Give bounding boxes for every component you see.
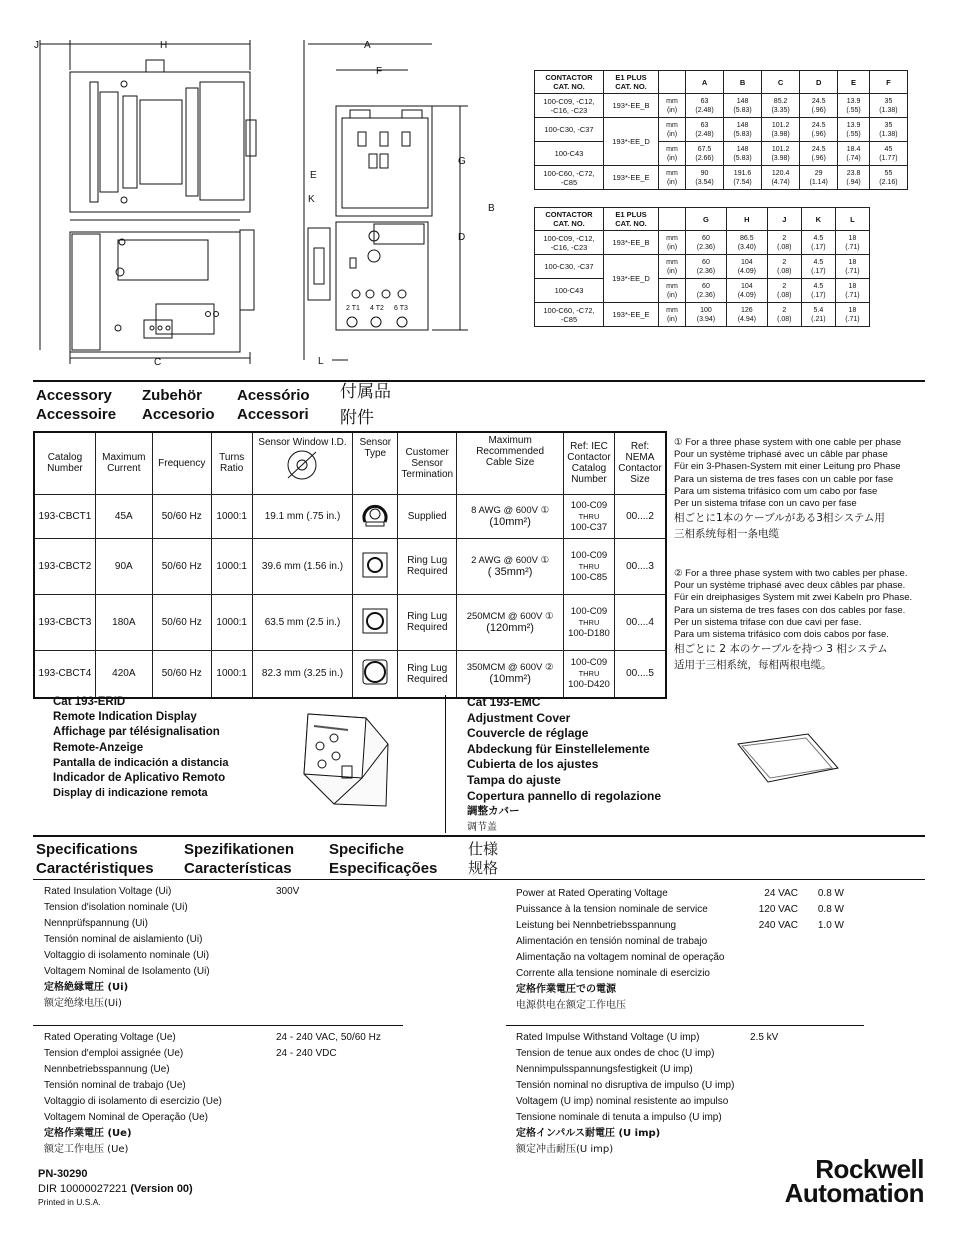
power-pt: Alimentação na voltagem nominal de operação <box>516 952 725 963</box>
power-watts: 1.0 W <box>817 920 844 931</box>
spec-rule-right <box>506 1025 864 1026</box>
dimension-value: 90 (3.54) <box>686 166 724 190</box>
accessory-title-zh: 附件 <box>340 408 374 428</box>
iec-contactor: 100-C09 THRU 100-C85 <box>564 538 615 594</box>
th-contactor: CONTACTOR CAT. NO. <box>545 73 593 91</box>
dimension-value: 4.5 (.17) <box>801 231 835 255</box>
frequency: 50/60 Hz <box>152 494 211 538</box>
termination: Ring Lug Required <box>398 538 457 594</box>
dim-label-l: L <box>318 356 324 367</box>
dimension-value: 18 (.71) <box>835 279 869 303</box>
dimension-value: 67.5 (2.66) <box>686 142 724 166</box>
operating-ja: 定格作業電圧 (Ue) <box>44 1128 132 1139</box>
cable-size: 250MCM @ 600V ① (120mm²) <box>457 594 564 650</box>
accessory-row <box>34 494 666 538</box>
termination: Supplied <box>398 494 457 538</box>
power-watts: 0.8 W <box>817 904 844 915</box>
spec-rule-top <box>33 835 925 837</box>
dimension-value: 148 (5.83) <box>724 94 762 118</box>
dimension-table-2 <box>534 207 870 327</box>
dim-label-d: D <box>458 232 466 243</box>
insulation-zh: 额定绝缘电压(Ui) <box>44 998 122 1009</box>
contactor-cat-no: 100-C43 <box>535 279 604 303</box>
dimension-value: 35 (1.38) <box>869 94 907 118</box>
dimension-value: 18 (.71) <box>835 303 869 327</box>
th-d: D <box>800 71 838 94</box>
dimension-value: 60 (2.36) <box>686 231 727 255</box>
dim1-row <box>535 142 908 166</box>
dim-label-c: C <box>154 357 162 368</box>
note2-es: Para un sistema de tres fases con dos cables por fase. <box>674 604 906 616</box>
dimension-value: 63 (2.48) <box>686 94 724 118</box>
unit-cell: mm (in) <box>659 255 686 279</box>
note2-de: Für ein dreiphasiges System mit zwei Kabeln pro Phase. <box>674 592 913 604</box>
dir-number <box>38 1183 193 1195</box>
impulse-zh: 额定冲击耐压(U imp) <box>516 1144 614 1155</box>
spec-title-de: Spezifikationen <box>184 841 295 858</box>
spec-title-fr: Caractéristiques <box>36 860 154 877</box>
operating-it: Voltaggio di isolamento di esercizio (Ue) <box>44 1096 222 1107</box>
dim2-row <box>535 279 870 303</box>
power-de: Leistung bei Nennbetriebsspannung <box>516 920 677 931</box>
part-number: PN-30290 <box>38 1168 88 1180</box>
contactor-cat-no: 100-C09, -C12, -C16, -C23 <box>535 231 604 255</box>
footnote-1 <box>674 437 901 542</box>
emc-zh: 调节盖 <box>467 821 497 833</box>
max-current: 90A <box>95 538 152 594</box>
e1-plus-cat-no: 193*-EE_D <box>604 255 659 303</box>
dimension-value: 24.5 (.96) <box>800 142 838 166</box>
adjustment-cover-image <box>734 732 842 784</box>
turns-ratio: 1000:1 <box>211 650 252 698</box>
dim-label-e: E <box>310 170 317 181</box>
dimension-value: 60 (2.36) <box>686 255 727 279</box>
sensor-window: 63.5 mm (2.5 in.) <box>252 594 353 650</box>
power-row <box>744 902 844 918</box>
dimension-value: 18.4 (.74) <box>838 142 870 166</box>
dimension-value: 148 (5.83) <box>724 118 762 142</box>
dimension-value: 104 (4.09) <box>726 255 767 279</box>
dim1-row <box>535 166 908 190</box>
note2-en: ② For a three phase system with two cables per phase. <box>674 568 908 579</box>
operating-es: Tensión nominal de trabajo (Ue) <box>44 1080 186 1091</box>
sensor-window: 39.6 mm (1.56 in.) <box>252 538 353 594</box>
spec-title-ja: 仕様 <box>468 840 499 858</box>
impulse-pt: Voltagem (U imp) nominal resistente ao impulso <box>516 1096 729 1107</box>
th-l: L <box>835 208 869 231</box>
th-termination: Customer Sensor Termination <box>401 446 454 480</box>
insulation-value: 300V <box>276 886 300 897</box>
catalog-number: 193-CBCT2 <box>34 538 95 594</box>
turns-ratio: 1000:1 <box>211 538 252 594</box>
spec-title-zh: 规格 <box>468 859 499 877</box>
footnote-2 <box>674 568 912 673</box>
note1-pt: Para um sistema trifásico com um cabo por fase <box>674 485 878 497</box>
emc-fr: Couvercle de réglage <box>467 726 589 741</box>
frequency: 50/60 Hz <box>152 650 211 698</box>
dimension-value: 5.4 (.21) <box>801 303 835 327</box>
dimension-value: 4.5 (.17) <box>801 255 835 279</box>
erid-it: Display di indicazione remota <box>53 787 208 800</box>
dim1-row <box>535 118 908 142</box>
note1-de: Für ein 3-Phasen-System mit einer Leitung pro Phase <box>674 461 901 473</box>
dimension-value: 13.9 (.55) <box>838 94 870 118</box>
th-turns-ratio: Turns Ratio <box>219 452 245 475</box>
dir-value: DIR 10000027221 <box>38 1183 128 1195</box>
power-voltage: 120 VAC <box>758 904 798 915</box>
e1-plus-cat-no: 193*-EE_E <box>604 166 659 190</box>
operating-zh: 额定工作电压 (Ue) <box>44 1144 129 1155</box>
accessory-row <box>34 594 666 650</box>
power-es: Alimentación en tensión nominal de trabajo <box>516 936 708 947</box>
spec-title-en: Specifications <box>36 841 138 858</box>
spec-title-pt: Especificações <box>329 860 438 877</box>
power-it: Corrente alla tensione nominale di esercizio <box>516 968 710 979</box>
emc-cat: Cat 193-EMC <box>467 695 541 709</box>
emc-it: Copertura pannello di regolazione <box>467 788 662 803</box>
dimension-value: 2 (.08) <box>767 279 801 303</box>
spec-title-it: Specifiche <box>329 841 405 858</box>
power-fr: Puissance à la tension nominale de service <box>516 904 708 915</box>
emc-en: Adjustment Cover <box>467 710 571 725</box>
th-sensor-window: Sensor Window I.D. <box>258 437 347 448</box>
iec-contactor: 100-C09 THRU 100-C37 <box>564 494 615 538</box>
th-b: B <box>724 71 762 94</box>
dimension-value: 191.6 (7.54) <box>724 166 762 190</box>
dimension-value: 55 (2.16) <box>869 166 907 190</box>
contactor-cat-no: 100-C43 <box>535 142 604 166</box>
contactor-cat-no: 100-C60, -C72, -C85 <box>535 303 604 327</box>
dim-label-b: B <box>488 203 495 214</box>
dimension-value: 60 (2.36) <box>686 279 727 303</box>
accessory-title-pt: Acessório <box>237 387 310 404</box>
accessory-title-fr: Accessoire <box>36 406 117 423</box>
e1-plus-cat-no: 193*-EE_E <box>604 303 659 327</box>
section-rule <box>33 380 925 382</box>
power-zh: 电源供电在额定工作电压 <box>516 1000 626 1011</box>
dimension-drawing <box>28 30 466 370</box>
emc-pt: Tampa do ajuste <box>467 772 561 787</box>
erid-es: Pantalla de indicación a distancia <box>53 756 229 769</box>
version: (Version 00) <box>130 1183 193 1195</box>
termination: Ring Lug Required <box>398 650 457 698</box>
cable-size: 350MCM @ 600V ② (10mm²) <box>457 650 564 698</box>
dim2-row <box>535 231 870 255</box>
operating-values <box>276 1030 381 1062</box>
th-iec-ref: Ref: IEC Contactor Catalog Number <box>567 441 611 486</box>
th-f: F <box>869 71 907 94</box>
dimension-value: 148 (5.83) <box>724 142 762 166</box>
th-e1plus-2: E1 PLUS CAT. NO. <box>615 210 647 228</box>
accessory-body <box>34 494 666 698</box>
impulse-value: 2.5 kV <box>750 1032 779 1043</box>
dimension-value: 2 (.08) <box>767 231 801 255</box>
power-ja: 定格作業電圧での電源 <box>516 984 616 995</box>
frequency: 50/60 Hz <box>152 538 211 594</box>
dimension-value: 2 (.08) <box>767 255 801 279</box>
operating-dc: 24 - 240 VDC <box>276 1048 337 1059</box>
e1-plus-cat-no: 193*-EE_B <box>604 94 659 118</box>
note2-zh: 适用于三相系统，每相两根电缆。 <box>674 659 832 672</box>
dim-label-h: H <box>160 40 168 51</box>
note1-it: Per un sistema trifase con un cavo per fase <box>674 498 857 510</box>
operating-fr: Tension d'emploi assignée (Ue) <box>44 1048 184 1059</box>
dim-label-j: J <box>34 40 39 51</box>
nema-size: 00....5 <box>614 650 666 698</box>
terminal-t1: 2 T1 <box>346 305 360 312</box>
nema-size: 00....3 <box>614 538 666 594</box>
impulse-fr: Tension de tenue aux ondes de choc (U imp) <box>516 1048 715 1059</box>
th-g: G <box>686 208 727 231</box>
impulse-labels <box>516 1030 734 1158</box>
sensor-window: 19.1 mm (.75 in.) <box>252 494 353 538</box>
dimension-value: 45 (1.77) <box>869 142 907 166</box>
contactor-cat-no: 100-C09, -C12, -C16, -C23 <box>535 94 604 118</box>
terminal-t3: 6 T3 <box>394 305 408 312</box>
note1-zh: 三相系统每相一条电缆 <box>674 528 779 541</box>
sensor-type-icon <box>353 538 398 594</box>
iec-contactor: 100-C09 THRU 100-D420 <box>564 650 615 698</box>
dim2-row <box>535 303 870 327</box>
insulation-de: Nennprüfspannung (Ui) <box>44 918 148 929</box>
th-j: J <box>767 208 801 231</box>
power-values <box>744 886 844 934</box>
erid-de: Remote-Anzeige <box>53 741 144 754</box>
sensor-window-icon <box>282 448 322 482</box>
rockwell-logo <box>724 1154 924 1208</box>
contactor-cat-no: 100-C30, -C37 <box>535 118 604 142</box>
emc-es: Cubierta de los ajustes <box>467 757 599 772</box>
operating-en: Rated Operating Voltage (Ue) <box>44 1032 176 1043</box>
contactor-cat-no: 100-C60, -C72, -C85 <box>535 166 604 190</box>
impulse-it: Tensione nominale di tenuta a impulso (U imp) <box>516 1112 722 1123</box>
printed-in: Printed in U.S.A. <box>38 1197 101 1207</box>
dim-label-k: K <box>308 194 315 205</box>
power-row <box>744 886 844 902</box>
impulse-ja: 定格インパルス耐電圧 (U imp) <box>516 1128 661 1139</box>
turns-ratio: 1000:1 <box>211 594 252 650</box>
th-max-current: Maximum Current <box>102 452 146 475</box>
dim2-row <box>535 255 870 279</box>
sensor-type-icon <box>353 594 398 650</box>
sensor-type-icon <box>353 494 398 538</box>
accessory-title-it: Accessori <box>237 406 309 423</box>
dimension-value: 101.2 (3.98) <box>762 118 800 142</box>
spec-title-es: Características <box>184 860 292 877</box>
th-a: A <box>686 71 724 94</box>
spec-rule-left <box>33 1025 403 1026</box>
accessory-title-de: Zubehör <box>142 387 202 404</box>
emc-block <box>467 695 661 835</box>
unit-cell: mm (in) <box>659 231 686 255</box>
unit-cell: mm (in) <box>659 303 686 327</box>
accessory-row <box>34 650 666 698</box>
note2-it: Per un sistema trifase con due cavi per fase. <box>674 616 862 628</box>
dimension-value: 18 (.71) <box>835 231 869 255</box>
nema-size: 00....2 <box>614 494 666 538</box>
power-watts: 0.8 W <box>817 888 844 899</box>
emc-de: Abdeckung für Einstellelemente <box>467 741 650 756</box>
accessory-title-ja: 付属品 <box>340 382 391 402</box>
dimension-value: 104 (4.09) <box>726 279 767 303</box>
note1-fr: Pour un système triphasé avec un câble par phase <box>674 449 888 461</box>
catalog-number: 193-CBCT1 <box>34 494 95 538</box>
max-current: 420A <box>95 650 152 698</box>
insulation-es: Tensión nominal de aislamiento (Ui) <box>44 934 203 945</box>
e1-plus-cat-no: 193*-EE_D <box>604 118 659 166</box>
logo-line-2: Automation <box>784 1178 924 1208</box>
th-c: C <box>762 71 800 94</box>
dimension-value: 126 (4.94) <box>726 303 767 327</box>
dimension-value: 18 (.71) <box>835 255 869 279</box>
termination: Ring Lug Required <box>398 594 457 650</box>
sensor-window: 82.3 mm (3.25 in.) <box>252 650 353 698</box>
power-row <box>744 918 844 934</box>
frequency: 50/60 Hz <box>152 594 211 650</box>
dimension-value: 100 (3.94) <box>686 303 727 327</box>
dim-label-f: F <box>376 66 383 77</box>
cable-size: 8 AWG @ 600V ① (10mm²) <box>457 494 564 538</box>
catalog-number: 193-CBCT3 <box>34 594 95 650</box>
dimension-value: 120.4 (4.74) <box>762 166 800 190</box>
dimension-value: 4.5 (.17) <box>801 279 835 303</box>
emc-ja: 調整カバー <box>467 805 520 818</box>
operating-pt: Voltagem Nominal de Operação (Ue) <box>44 1112 208 1123</box>
e1-plus-cat-no: 193*-EE_B <box>604 231 659 255</box>
insulation-labels <box>44 884 210 1012</box>
iec-contactor: 100-C09 THRU 100-D180 <box>564 594 615 650</box>
insulation-pt: Voltagem Nominal de Isolamento (Ui) <box>44 966 210 977</box>
note1-en: ① For a three phase system with one cable per phase <box>674 437 902 448</box>
power-voltage: 24 VAC <box>764 888 798 899</box>
power-labels <box>516 886 724 1014</box>
dimension-table-1 <box>534 70 908 190</box>
contactor-cat-no: 100-C30, -C37 <box>535 255 604 279</box>
accessory-title-en: Accessory <box>36 387 112 404</box>
th-frequency: Frequency <box>158 457 206 469</box>
accessory-header-row <box>34 432 666 494</box>
dimension-value: 24.5 (.96) <box>800 94 838 118</box>
note1-es: Para un sistema de tres fases con un cable por fase <box>674 473 894 485</box>
dimension-value: 85.2 (3.35) <box>762 94 800 118</box>
max-current: 180A <box>95 594 152 650</box>
insulation-fr: Tension d'isolation nominale (Ui) <box>44 902 188 913</box>
dimension-value: 86.5 (3.40) <box>726 231 767 255</box>
insulation-ja: 定格絶縁電圧 (Ui) <box>44 982 129 993</box>
dim-table-2-body <box>535 231 870 327</box>
dimension-value: 63 (2.48) <box>686 118 724 142</box>
impulse-es: Tensión nominal no disruptiva de impulso (U imp) <box>516 1080 735 1091</box>
th-catalog-number: Catalog Number <box>47 452 83 475</box>
erid-en: Remote Indication Display <box>53 711 197 724</box>
note2-pt: Para um sistema trifásico com dois cabos por fase. <box>674 629 889 641</box>
accessory-row <box>34 538 666 594</box>
note1-ja: 相ごとに1本のケーブルがある3相システム用 <box>674 512 885 525</box>
dimension-value: 29 (1.14) <box>800 166 838 190</box>
th-h: H <box>726 208 767 231</box>
unit-cell: mm (in) <box>659 142 686 166</box>
operating-labels <box>44 1030 222 1158</box>
insulation-en: Rated Insulation Voltage (Ui) <box>44 886 172 897</box>
erid-cat: Cat 193-ERID <box>53 696 126 708</box>
nema-size: 00....4 <box>614 594 666 650</box>
dim1-row <box>535 94 908 118</box>
dimension-value: 13.9 (.55) <box>838 118 870 142</box>
dimension-value: 2 (.08) <box>767 303 801 327</box>
accessory-table <box>33 431 667 699</box>
unit-cell: mm (in) <box>659 94 686 118</box>
note2-fr: Pour un système triphasé avec deux câbles par phase. <box>674 580 906 592</box>
cable-size: 2 AWG @ 600V ① ( 35mm²) <box>457 538 564 594</box>
th-nema-ref: Ref: NEMA Contactor Size <box>618 441 662 486</box>
dim-label-g: G <box>458 156 466 167</box>
logo-line-1: Rockwell <box>815 1154 924 1184</box>
impulse-de: Nennimpulsspannungsfestigkeit (U imp) <box>516 1064 693 1075</box>
dimension-value: 101.2 (3.98) <box>762 142 800 166</box>
dim-table-1-body <box>535 94 908 190</box>
unit-cell: mm (in) <box>659 279 686 303</box>
remote-display-image <box>296 708 396 812</box>
accessory-title-es: Accesorio <box>142 406 215 423</box>
catalog-number: 193-CBCT4 <box>34 650 95 698</box>
sensor-type-icon <box>353 650 398 698</box>
erid-fr: Affichage par télésignalisation <box>53 726 220 739</box>
terminal-t2: 4 T2 <box>370 305 384 312</box>
turns-ratio: 1000:1 <box>211 494 252 538</box>
max-current: 45A <box>95 494 152 538</box>
dimension-value: 24.5 (.96) <box>800 118 838 142</box>
dimension-value: 35 (1.38) <box>869 118 907 142</box>
insulation-it: Voltaggio di isolamento nominale (Ui) <box>44 950 210 961</box>
th-cable-size: Maximum Recommended Cable Size <box>476 435 545 468</box>
th-sensor-type: Sensor Type <box>359 437 392 459</box>
vertical-divider <box>445 695 446 833</box>
dimension-value: 23.8 (.94) <box>838 166 870 190</box>
spec-rule <box>33 879 925 880</box>
th-e: E <box>838 71 870 94</box>
erid-block <box>53 695 228 801</box>
unit-cell: mm (in) <box>659 166 686 190</box>
unit-cell: mm (in) <box>659 118 686 142</box>
impulse-en: Rated Impulse Withstand Voltage (U imp) <box>516 1032 700 1043</box>
th-k: K <box>801 208 835 231</box>
dim-label-a: A <box>364 40 371 51</box>
operating-de: Nennbetriebsspannung (Ue) <box>44 1064 170 1075</box>
operating-ac: 24 - 240 VAC, 50/60 Hz <box>276 1032 381 1043</box>
power-en: Power at Rated Operating Voltage <box>516 888 668 899</box>
th-e1plus: E1 PLUS CAT. NO. <box>615 73 647 91</box>
erid-pt: Indicador de Aplicativo Remoto <box>53 772 226 785</box>
th-contactor-2: CONTACTOR CAT. NO. <box>545 210 593 228</box>
note2-ja: 相ごとに 2 本のケーブルを持つ 3 相システム <box>674 643 888 656</box>
power-voltage: 240 VAC <box>758 920 798 931</box>
